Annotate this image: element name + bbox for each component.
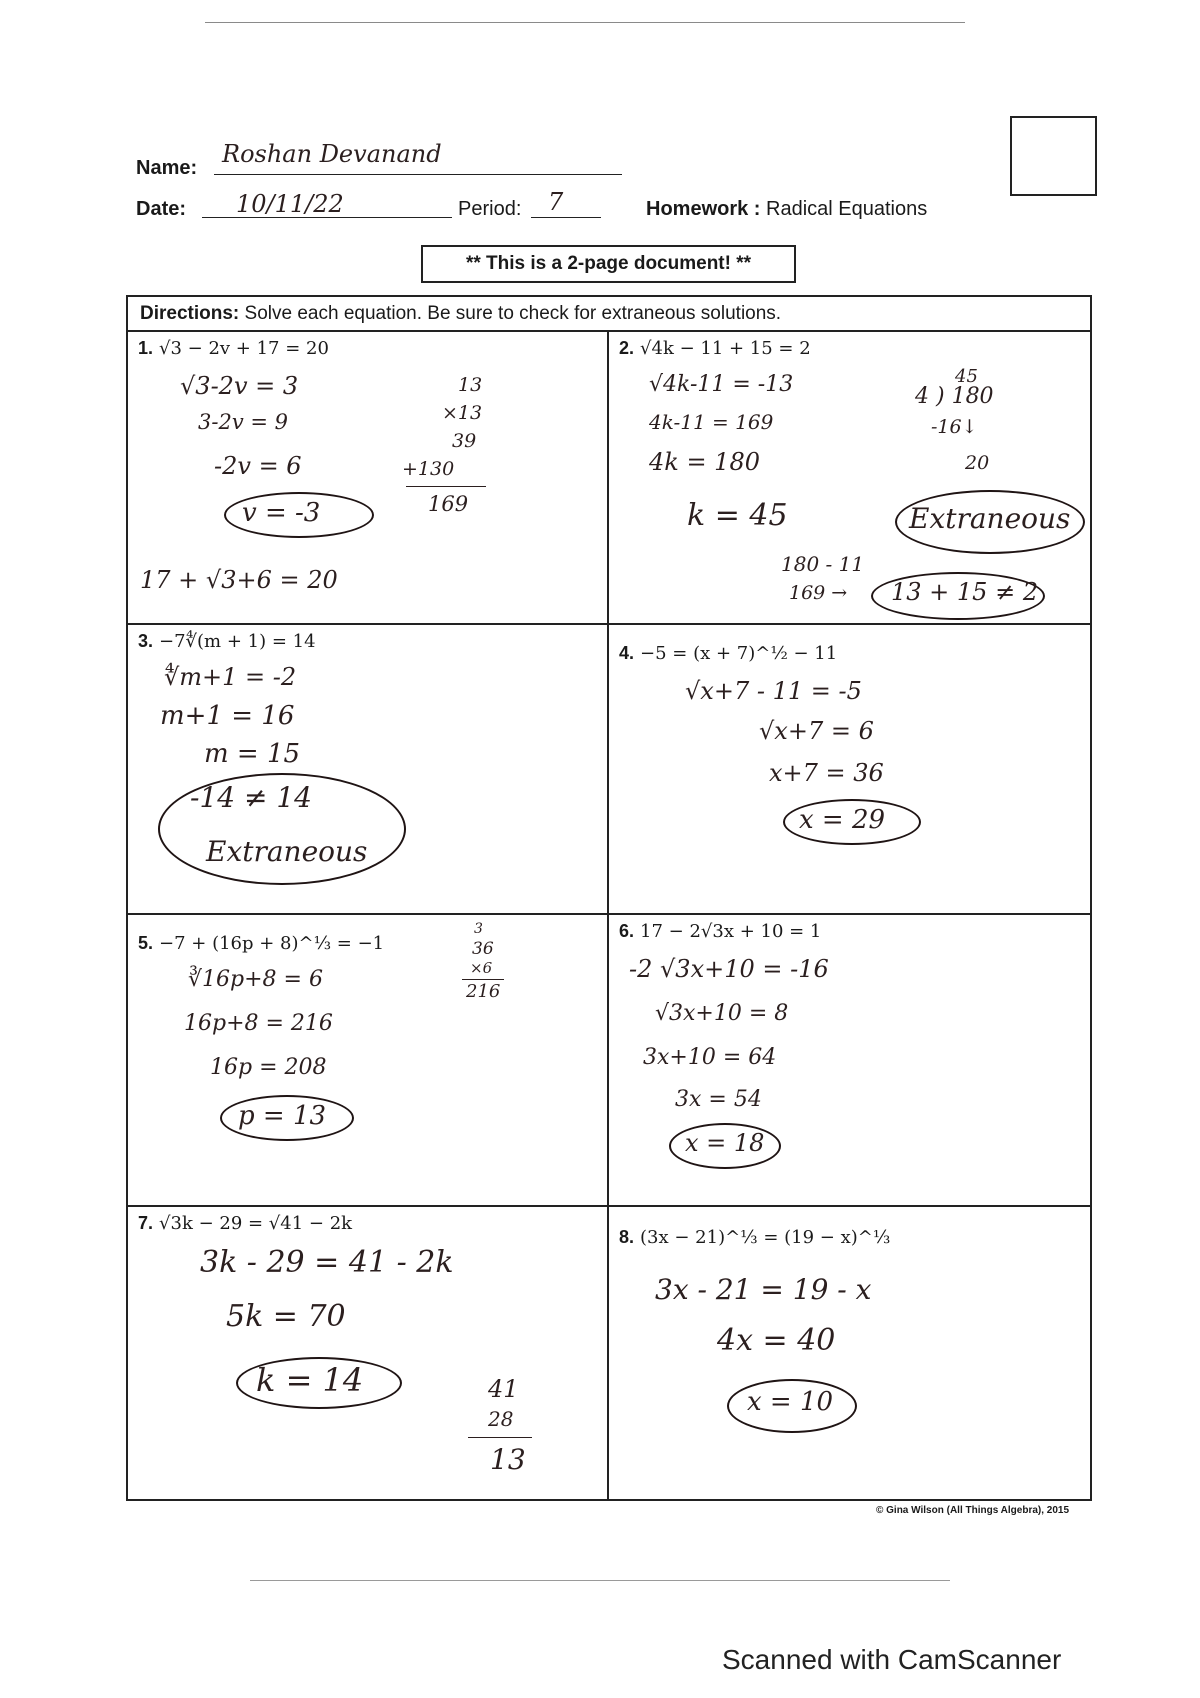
- problem-1-side-4: +130: [402, 458, 455, 480]
- period-value: 7: [548, 188, 564, 216]
- name-label: Name:: [136, 157, 198, 179]
- problem-8-step-2: 4x = 40: [717, 1323, 836, 1358]
- problem-7-side-rule: [468, 1437, 532, 1438]
- problem-1-step-2: 3-2v = 9: [198, 410, 288, 434]
- problem-2-check-2: 169 →: [789, 582, 848, 604]
- date-label: Date:: [136, 198, 187, 220]
- problem-5-number: 5.: [138, 933, 154, 953]
- problem-1-answer: v = -3: [242, 498, 321, 528]
- problem-7-side-1: 41: [488, 1375, 519, 1403]
- problem-2-step-3: 4k = 180: [649, 448, 760, 476]
- problem-8-equation: [619, 1227, 890, 1248]
- problem-1-side-2: ×13: [442, 402, 483, 424]
- top-divider: [205, 22, 965, 23]
- problem-7-side-2: 28: [488, 1407, 514, 1431]
- problem-1-number: 1.: [138, 338, 154, 358]
- problem-5-text: −7 + (16p + 8)^⅓ = −1: [159, 933, 385, 954]
- problem-8-cell: [609, 1207, 1090, 1501]
- problem-5-step-2: 16p+8 = 216: [184, 1011, 333, 1036]
- copyright: © Gina Wilson (All Things Algebra), 2015: [876, 1505, 1070, 1516]
- problem-4-step-2: √x+7 = 6: [759, 717, 874, 745]
- problem-1-step-1: √3-2v = 3: [180, 372, 299, 400]
- problem-1-side-5: 169: [428, 492, 469, 516]
- problem-6-equation: [619, 921, 821, 942]
- problem-7-side-3: 13: [490, 1443, 526, 1476]
- problem-2-side-1: 45: [955, 366, 978, 387]
- problem-5-side-4: 216: [466, 981, 501, 1002]
- problem-2-text: √4k − 11 + 15 = 2: [640, 338, 811, 359]
- problem-2-answer: k = 45: [687, 498, 788, 533]
- name-value: Roshan Devanand: [222, 140, 442, 168]
- problem-1-check: 17 + √3+6 = 20: [140, 566, 338, 594]
- problem-1-cell: [128, 332, 609, 625]
- problem-6-step-4: 3x = 54: [675, 1087, 762, 1112]
- problem-5-equation: [138, 933, 384, 954]
- problem-3-number: 3.: [138, 631, 154, 651]
- period-line: [531, 217, 601, 218]
- problem-2-equation: [619, 338, 811, 359]
- directions-label: Directions:: [140, 303, 240, 324]
- problem-5-side-2: 36: [472, 939, 494, 959]
- problem-2-number: 2.: [619, 338, 635, 358]
- problem-2-cell: [609, 332, 1090, 625]
- problem-6-number: 6.: [619, 921, 635, 941]
- problem-1-side-1: 13: [458, 374, 483, 396]
- problem-6-cell: [609, 915, 1090, 1207]
- problem-8-step-1: 3x - 21 = 19 - x: [655, 1273, 872, 1306]
- problem-1-equation: [138, 338, 329, 359]
- problem-3-step-2: m+1 = 16: [160, 701, 295, 731]
- problem-7-text: √3k − 29 = √41 − 2k: [159, 1213, 353, 1234]
- score-box: [1010, 116, 1097, 196]
- problem-3-equation: [138, 631, 316, 652]
- problem-3-extraneous: Extraneous: [206, 835, 368, 868]
- problem-6-answer: x = 18: [685, 1129, 765, 1157]
- problem-2-extraneous: Extraneous: [909, 502, 1071, 535]
- problem-2-check-3: 13 + 15 ≠ 2: [891, 578, 1039, 606]
- problem-2-side-4: 20: [965, 452, 990, 474]
- problem-4-text: −5 = (x + 7)^½ − 11: [640, 643, 838, 664]
- problem-3-step-3: m = 15: [204, 739, 301, 769]
- problem-4-number: 4.: [619, 643, 635, 663]
- problem-3-cell: [128, 625, 609, 915]
- problem-1-text: √3 − 2v + 17 = 20: [159, 338, 329, 359]
- date-value: 10/11/22: [236, 190, 344, 218]
- problem-7-answer: k = 14: [256, 1361, 364, 1399]
- problem-6-step-3: 3x+10 = 64: [643, 1045, 777, 1070]
- homework-label: Homework :: [646, 198, 761, 220]
- problem-2-step-2: 4k-11 = 169: [649, 410, 774, 434]
- two-page-note: ** This is a 2-page document! **: [421, 245, 796, 283]
- problem-6-step-2: √3x+10 = 8: [655, 1001, 789, 1026]
- problem-7-step-2: 5k = 70: [226, 1299, 346, 1334]
- problem-4-step-3: x+7 = 36: [769, 759, 884, 787]
- problem-2-check-1: 180 - 11: [781, 552, 865, 576]
- problem-3-answer: -14 ≠ 14: [190, 781, 312, 814]
- homework-title: [646, 198, 927, 221]
- problem-5-cell: [128, 915, 609, 1207]
- problem-1-side-3: 39: [452, 430, 477, 452]
- problem-1-step-3: -2v = 6: [214, 452, 302, 480]
- problem-5-side-3: ×6: [470, 959, 493, 977]
- problem-4-equation: [619, 643, 837, 664]
- problem-7-cell: [128, 1207, 609, 1501]
- problem-6-step-1: -2 √3x+10 = -16: [629, 955, 829, 983]
- problem-2-side-3: -16↓: [931, 416, 978, 438]
- problem-7-number: 7.: [138, 1213, 154, 1233]
- problem-4-answer: x = 29: [799, 805, 886, 835]
- problem-7-step-1: 3k - 29 = 41 - 2k: [200, 1245, 454, 1280]
- homework-topic: Radical Equations: [766, 198, 928, 220]
- problem-2-side-2: 4 ) 180: [915, 384, 994, 409]
- problem-5-step-1: ∛16p+8 = 6: [188, 967, 323, 992]
- problem-6-text: 17 − 2√3x + 10 = 1: [640, 921, 822, 942]
- name-line: [214, 174, 622, 175]
- bottom-divider: [250, 1580, 950, 1581]
- problem-8-answer: x = 10: [747, 1387, 834, 1417]
- camscanner-footer: Scanned with CamScanner: [722, 1644, 1062, 1675]
- directions-text: Solve each equation. Be sure to check for extraneous solutions.: [244, 303, 782, 324]
- problem-8-number: 8.: [619, 1227, 635, 1247]
- problem-5-side-rule: [462, 979, 504, 980]
- problem-4-cell: [609, 625, 1090, 915]
- problem-7-equation: [138, 1213, 352, 1234]
- problem-frame: [126, 295, 1092, 1501]
- problem-8-text: (3x − 21)^⅓ = (19 − x)^⅓: [640, 1227, 891, 1248]
- problem-1-side-rule: [406, 486, 486, 487]
- problem-5-step-3: 16p = 208: [210, 1055, 327, 1080]
- period-label: Period:: [458, 198, 522, 220]
- problem-3-step-1: ∜m+1 = -2: [164, 663, 297, 691]
- problem-4-step-1: √x+7 - 11 = -5: [685, 677, 862, 705]
- problem-3-text: −7∜(m + 1) = 14: [159, 631, 316, 652]
- directions: [128, 297, 1090, 332]
- problem-2-step-1: √4k-11 = -13: [649, 372, 794, 397]
- problem-5-answer: p = 13: [238, 1101, 327, 1131]
- problem-5-side-1: 3: [474, 921, 483, 937]
